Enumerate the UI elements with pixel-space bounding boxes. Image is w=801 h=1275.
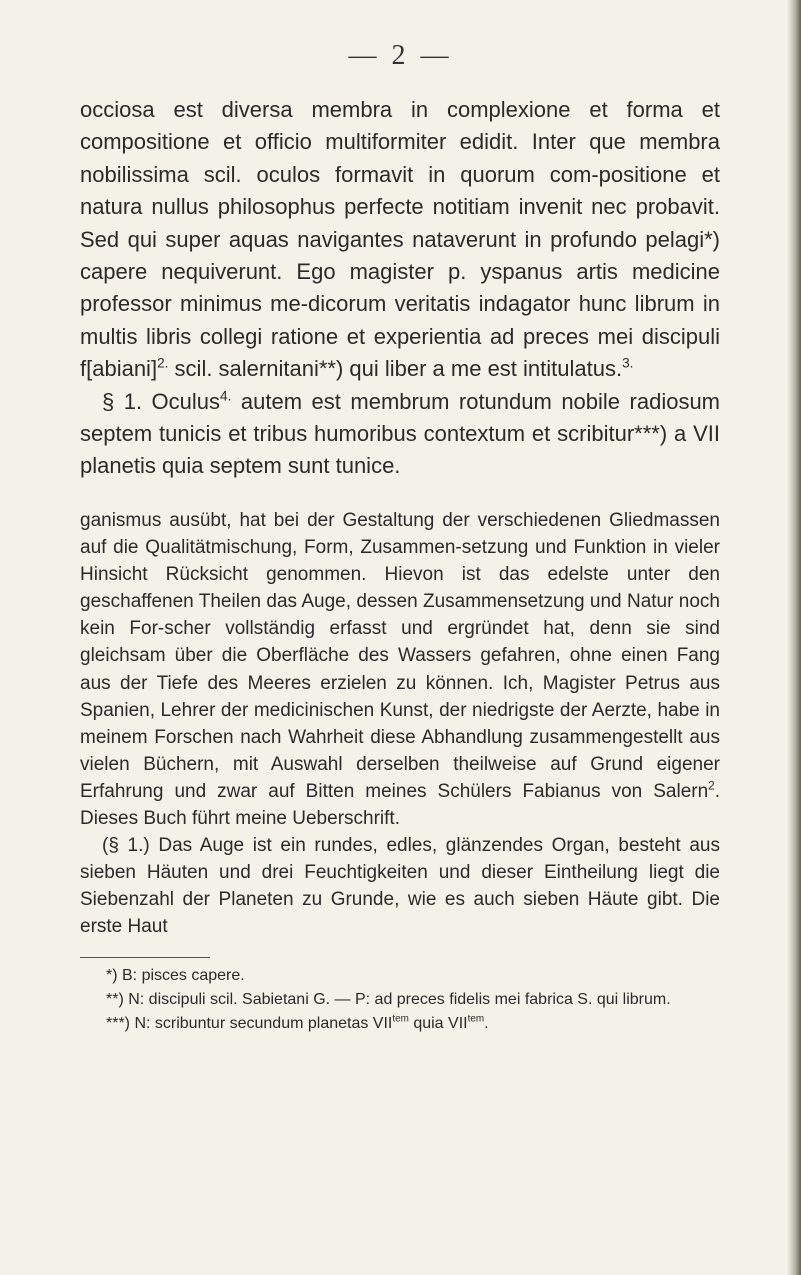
latin-text: occiosa est diversa membra in complexione et forma et compositione et officio multiformiter edidit. Inter que membra nobilissima scil. oculos formavit in quorum com-positione et natura nullus philosophus perfecte notitiam invenit nec probavit. Sed qui super aquas navigantes nataverunt in profundo pelagi (80, 97, 720, 252)
superscript: tem (467, 1013, 485, 1025)
footnote-marker: **) (318, 356, 344, 382)
footnote-text: ***) N: scribuntur secundum planetas VII (106, 1015, 393, 1032)
german-text-block (80, 507, 720, 941)
footnote-text: quia VII (408, 1015, 468, 1032)
footnote-1: *) B: pisces capere. (106, 967, 245, 984)
footnote-2: **) N: discipuli scil. Sabietani G. — P: ad preces fidelis mei fabrica S. qui librum. (106, 991, 671, 1008)
latin-paragraph-1 (80, 94, 720, 386)
german-paragraph-2: (§ 1.) Das Auge ist ein rundes, edles, glänzendes Organ, besteht aus sieben Häuten und drei Feuchtigkeiten und dieser Eintheilung liegt die Siebenzahl der Planeten zu Grunde, wie es auch sieben Häute gibt. Die erste Haut (80, 835, 720, 938)
german-paragraph-1 (80, 507, 720, 832)
footnote-rule (80, 957, 210, 958)
note-ref: 2. (157, 355, 169, 371)
note-ref: 3. (622, 355, 634, 371)
footnote-text: . (484, 1015, 489, 1032)
german-text: . Dieses Buch führt meine Ueberschrift. (80, 780, 720, 830)
superscript: tem (392, 1013, 409, 1025)
latin-text-block (80, 94, 720, 483)
footnote-marker: *) (704, 226, 720, 252)
latin-text: autem est membrum rotundum nobile radiosum septem tunicis et tribus humoribus contextum et scribitur (80, 388, 720, 447)
footnote-3 (80, 1012, 720, 1036)
footnote-marker: ***) (634, 421, 668, 447)
page-number: — 2 — (348, 40, 453, 71)
footnotes-block (80, 964, 720, 1036)
latin-text: a VII planetis quia septem sunt tunice. (80, 421, 720, 479)
page-edge-shadow (787, 0, 801, 1275)
latin-paragraph-2 (80, 386, 720, 483)
note-ref: 2 (708, 779, 715, 793)
latin-text: § 1. Oculus (102, 388, 221, 414)
german-text: ganismus ausübt, hat bei der Gestaltung der verschiedenen Gliedmassen auf die Qualitätmischung, Form, Zusammen-setzung und Funktion in vieler Hinsicht Rücksicht genommen. Hievon ist das edelste unter den geschaffenen Theilen das Auge, dessen Zusammensetzung und Natur noch kein For-scher vollständig erfasst und ergründet hat, denn sie sind gleichsam über die Oberfläche des Wassers gefahren, ohne einen Fang aus der Tiefe des Meeres erzielen zu können. Ich, Magister Petrus aus Spanien, Lehrer der medicinischen Kunst, der niedrigste der Aerzte, habe in meinem Forschen nach Wahrheit diese Abhandlung zusammengestellt aus vielen Büchern, mit Auswahl derselben theilweise auf Grund eigener Erfahrung und zwar auf Bitten meines Schülers Fabianus von Salern (80, 510, 720, 802)
latin-text: qui liber a me est intitulatus. (343, 356, 623, 382)
note-ref: 4. (220, 388, 232, 404)
latin-text: capere nequiverunt. Ego magister p. yspanus artis medicine professor minimus me-dicorum veritatis indagator hunc librum in multis libris collegi ratione et experientia ad preces mei discipuli f[abiani] (80, 259, 720, 382)
latin-text: scil. salernitani (168, 356, 319, 382)
